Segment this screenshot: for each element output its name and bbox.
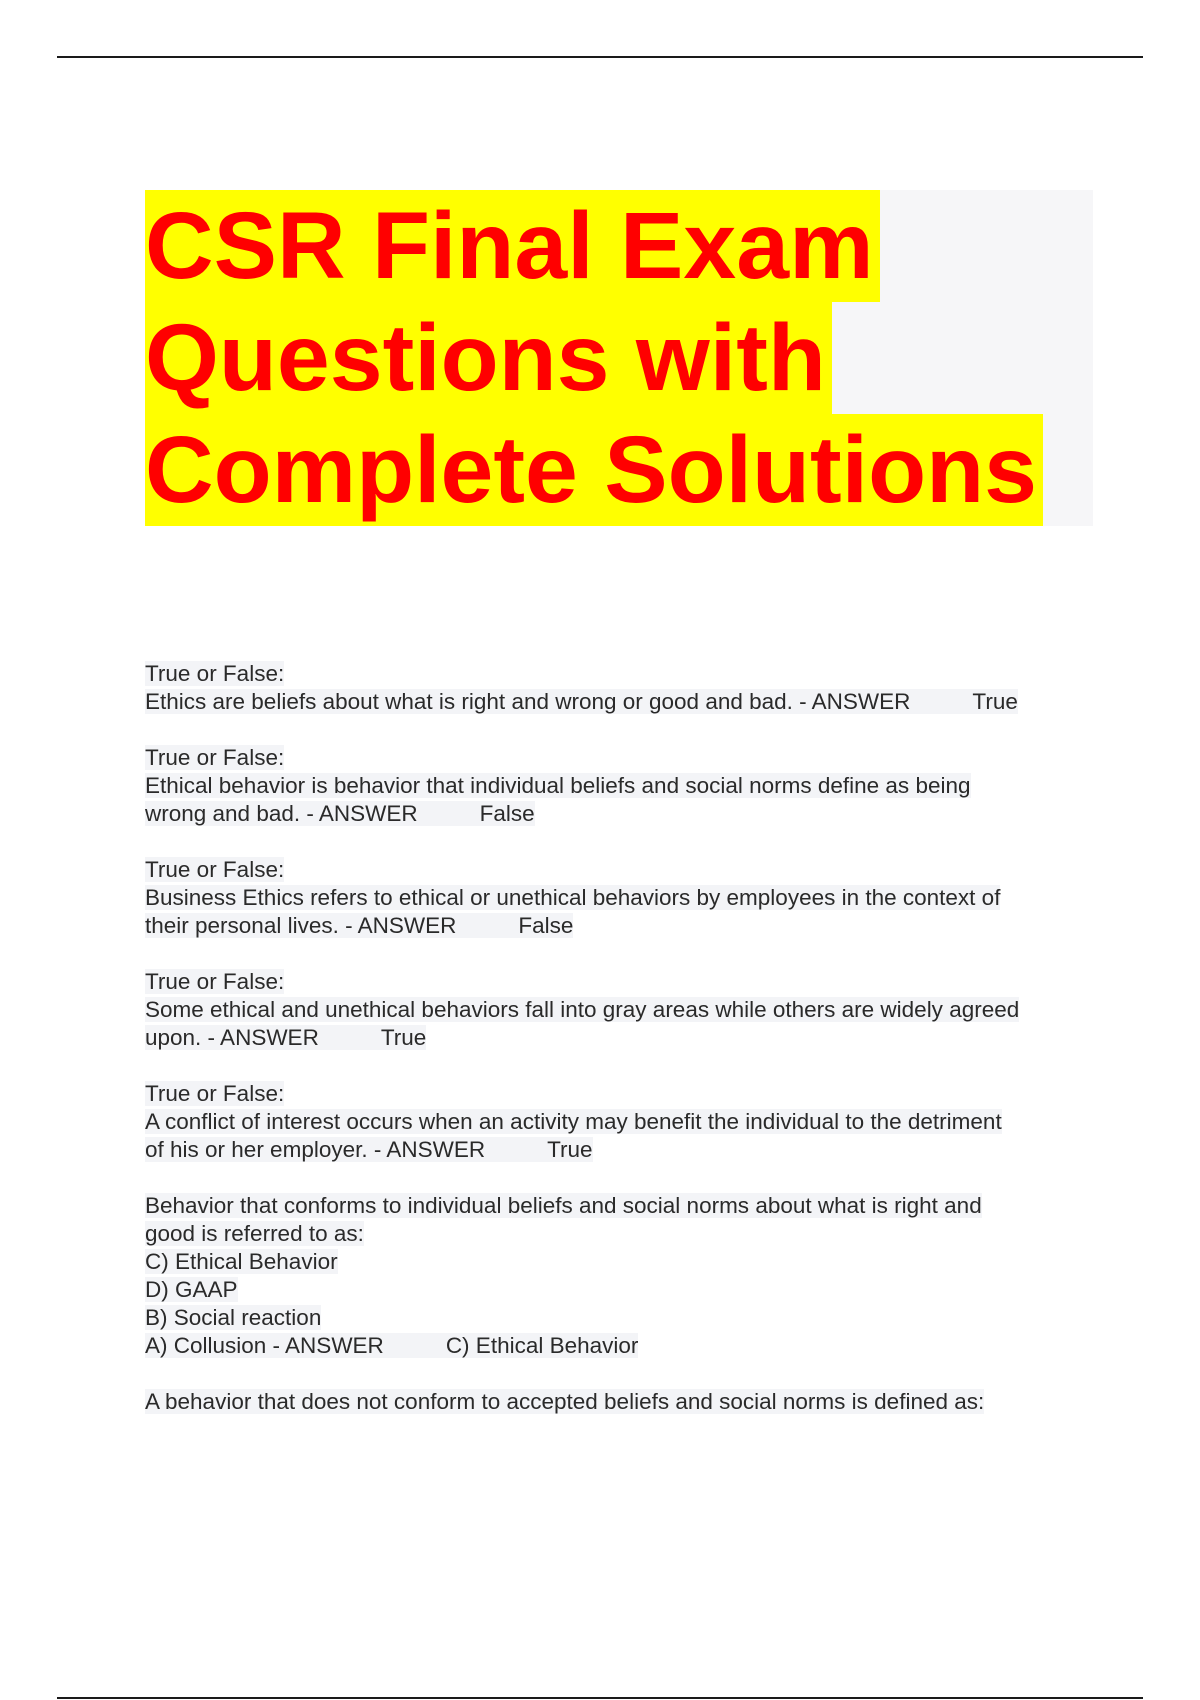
option-line: A) Collusion - ANSWER C) Ethical Behavior <box>145 1333 639 1358</box>
question-line: upon. - ANSWER True <box>145 1025 427 1050</box>
option-line: C) Ethical Behavior <box>145 1249 338 1274</box>
question-line: True or False: <box>145 1081 285 1106</box>
option-line: D) GAAP <box>145 1277 238 1302</box>
question-item <box>145 1388 1095 1416</box>
top-rule <box>57 56 1143 58</box>
question-line: A behavior that does not conform to accepted beliefs and social norms is defined as: <box>145 1389 985 1414</box>
question-line: of his or her employer. - ANSWER True <box>145 1137 593 1162</box>
title-line-2: Questions with <box>145 302 832 414</box>
answer-text: False <box>479 801 535 826</box>
answer-text: True <box>972 689 1018 714</box>
option-line: B) Social reaction <box>145 1305 322 1330</box>
question-line: A conflict of interest occurs when an activity may benefit the individual to the detriment <box>145 1109 1002 1134</box>
question-line: Ethics are beliefs about what is right and wrong or good and bad. - ANSWER True <box>145 689 1018 714</box>
document-title <box>145 190 1093 526</box>
question-line: True or False: <box>145 661 285 686</box>
question-line: their personal lives. - ANSWER False <box>145 913 574 938</box>
question-item <box>145 1080 1095 1164</box>
question-item <box>145 856 1095 940</box>
question-item <box>145 744 1095 828</box>
answer-text: True <box>380 1025 427 1050</box>
question-line: Business Ethics refers to ethical or unethical behaviors by employees in the context of <box>145 885 1001 910</box>
question-line: True or False: <box>145 857 285 882</box>
question-item <box>145 1192 1095 1360</box>
answer-text: False <box>518 913 574 938</box>
question-line: Behavior that conforms to individual beliefs and social norms about what is right and <box>145 1193 982 1218</box>
question-item <box>145 968 1095 1052</box>
question-line: True or False: <box>145 969 285 994</box>
title-line-3: Complete Solutions <box>145 414 1043 526</box>
question-list <box>145 660 1095 1444</box>
question-line: Ethical behavior is behavior that individual beliefs and social norms define as being <box>145 773 971 798</box>
question-line: True or False: <box>145 745 285 770</box>
question-line: Some ethical and unethical behaviors fall into gray areas while others are widely agreed <box>145 997 1020 1022</box>
answer-text: True <box>547 1137 593 1162</box>
title-line-1: CSR Final Exam <box>145 190 880 302</box>
question-item <box>145 660 1095 716</box>
question-line: good is referred to as: <box>145 1221 364 1246</box>
answer-text: C) Ethical Behavior <box>445 1333 639 1358</box>
question-line: wrong and bad. - ANSWER False <box>145 801 535 826</box>
bottom-rule <box>57 1697 1143 1699</box>
